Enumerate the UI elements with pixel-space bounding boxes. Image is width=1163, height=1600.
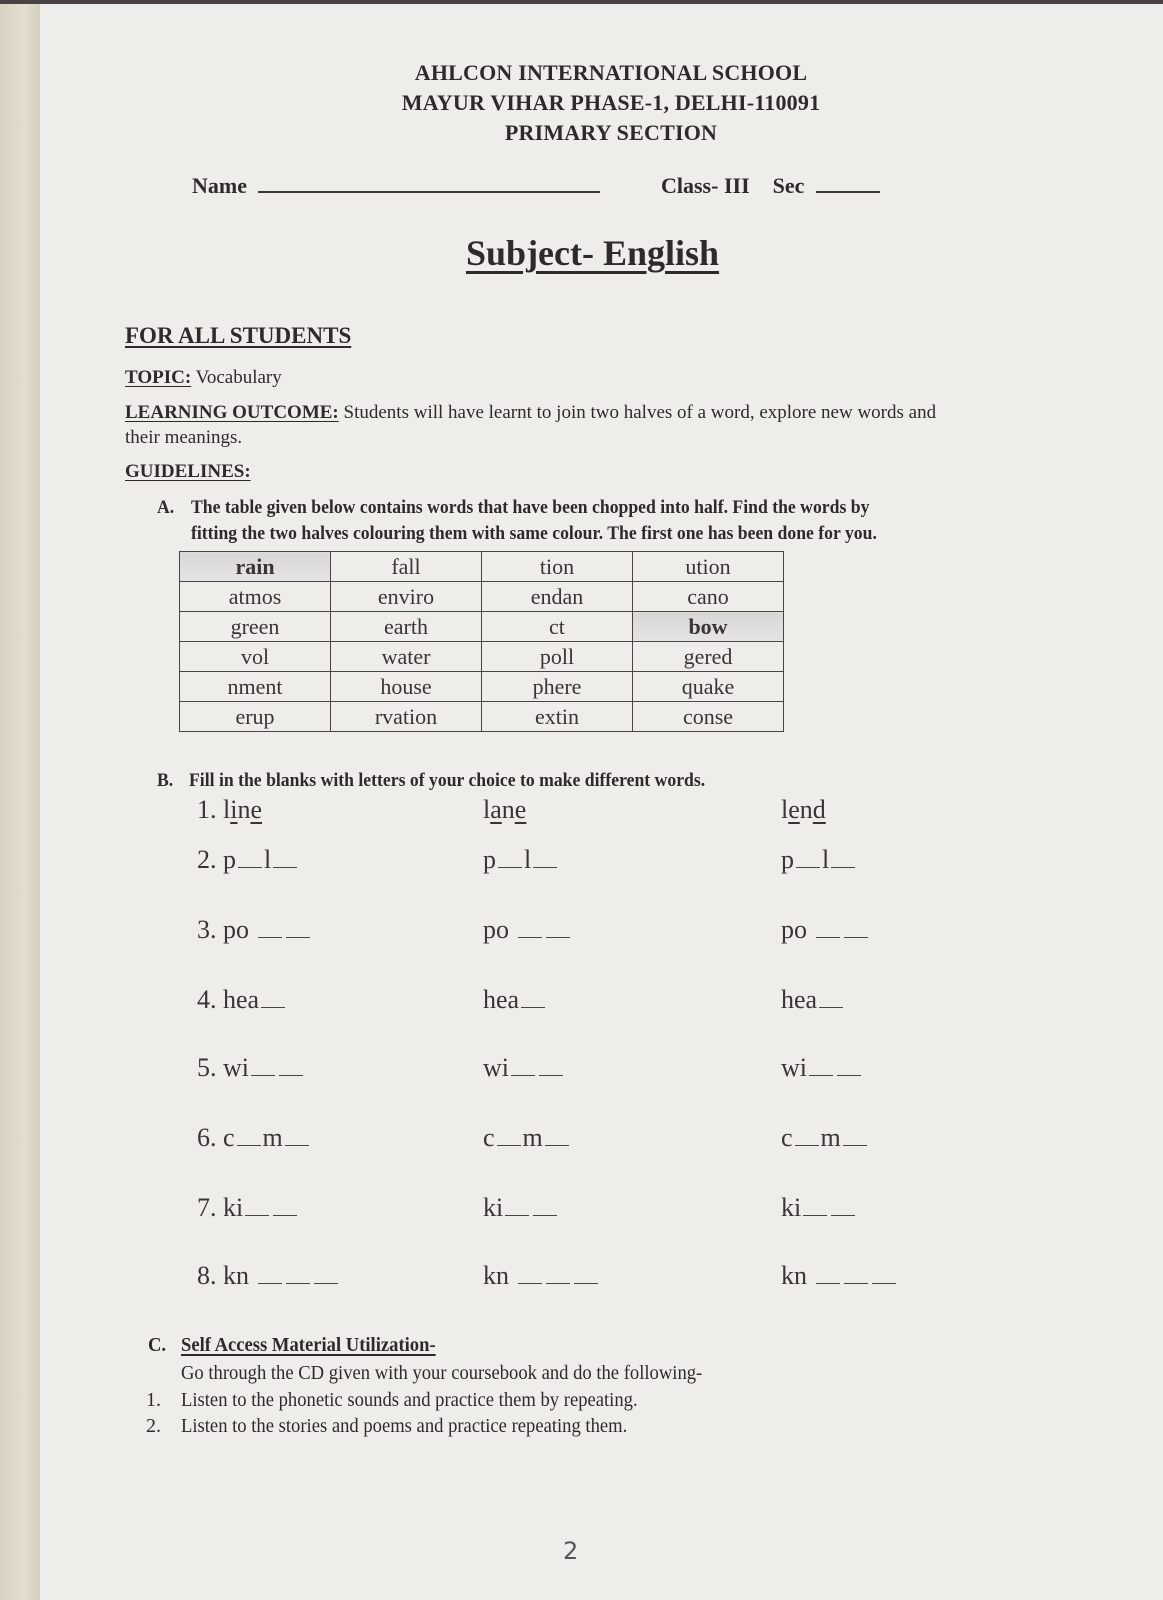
letter: n bbox=[501, 795, 515, 824]
item-number: 7. bbox=[197, 1193, 223, 1222]
section-c-marker: C. bbox=[148, 1334, 167, 1356]
subject-title: Subject- English bbox=[466, 233, 720, 273]
table-cell[interactable]: green bbox=[180, 612, 331, 642]
name-field[interactable] bbox=[258, 191, 600, 193]
item-number: 6. bbox=[197, 1123, 223, 1152]
blank-input[interactable] bbox=[539, 1074, 563, 1076]
word-stem: m bbox=[522, 1123, 543, 1152]
school-address: MAYUR VIHAR PHASE-1, DELHI-110091 bbox=[401, 90, 821, 115]
table-cell[interactable]: erup bbox=[180, 702, 331, 732]
blank-input[interactable] bbox=[314, 1282, 338, 1284]
word-stem: l bbox=[524, 845, 532, 874]
section-b-instruction: Fill in the blanks with letters of your choice to make different words. bbox=[189, 770, 706, 791]
fill-blank-word bbox=[197, 1123, 311, 1153]
class-info bbox=[661, 173, 880, 199]
item-number: 1. bbox=[197, 795, 223, 824]
school-section: PRIMARY SECTION bbox=[504, 120, 718, 145]
table-cell[interactable]: enviro bbox=[331, 582, 482, 612]
table-cell[interactable]: phere bbox=[482, 672, 633, 702]
letter: e bbox=[250, 795, 263, 824]
item-number: 4. bbox=[197, 985, 223, 1014]
fill-blank-word bbox=[781, 1123, 869, 1153]
topic-value: Vocabulary bbox=[191, 367, 282, 388]
guidelines-label: GUIDELINES: bbox=[125, 461, 251, 482]
word-stem: po bbox=[781, 915, 814, 944]
blank-input[interactable] bbox=[844, 1282, 868, 1284]
word-stem: m bbox=[820, 1123, 841, 1152]
word-stem: wi bbox=[781, 1053, 807, 1082]
word-stem: kn bbox=[483, 1261, 516, 1290]
blank-input[interactable] bbox=[574, 1282, 598, 1284]
letter: i bbox=[230, 795, 238, 824]
fill-blank-word bbox=[483, 1123, 571, 1153]
blank-input[interactable] bbox=[245, 1214, 269, 1216]
fill-blank-word bbox=[483, 1193, 559, 1223]
fill-blank-word bbox=[781, 915, 870, 945]
section-a-instruction-1: The table given below contains words that have been chopped into half. Find the words by bbox=[191, 497, 870, 518]
word-stem: c bbox=[223, 1123, 235, 1152]
table-cell[interactable]: nment bbox=[180, 672, 331, 702]
word-stem: ki bbox=[483, 1193, 504, 1222]
fill-blank-word bbox=[483, 1053, 565, 1083]
word-stem: ki bbox=[781, 1193, 802, 1222]
table-cell[interactable]: house bbox=[331, 672, 482, 702]
school-name: AHLCON INTERNATIONAL SCHOOL bbox=[414, 60, 808, 85]
student-info-row bbox=[192, 173, 600, 199]
word-stem: c bbox=[781, 1123, 793, 1152]
blank-input[interactable] bbox=[872, 1282, 896, 1284]
section-c-item-2-text: Listen to the stories and poems and practice repeating them. bbox=[181, 1415, 628, 1437]
fill-blank-word bbox=[483, 845, 559, 875]
blank-input[interactable] bbox=[819, 1006, 843, 1008]
word-stem: c bbox=[483, 1123, 495, 1152]
blank-input[interactable] bbox=[533, 866, 557, 868]
blank-input[interactable] bbox=[285, 1144, 309, 1146]
table-cell[interactable]: rain bbox=[180, 552, 331, 582]
page-number: 2 bbox=[563, 1537, 579, 1565]
blank-input[interactable] bbox=[843, 1144, 867, 1146]
blank-input[interactable] bbox=[518, 1282, 542, 1284]
blank-input[interactable] bbox=[518, 936, 542, 938]
table-cell[interactable]: quake bbox=[633, 672, 784, 702]
blank-input[interactable] bbox=[251, 1074, 275, 1076]
fill-blank-word bbox=[781, 845, 857, 875]
word-halves-table bbox=[179, 551, 784, 732]
sec-label: Sec bbox=[772, 173, 805, 198]
topic-line bbox=[125, 367, 282, 389]
table-row bbox=[180, 612, 784, 642]
table-cell[interactable]: cano bbox=[633, 582, 784, 612]
table-row bbox=[180, 702, 784, 732]
fill-blank-word bbox=[197, 845, 299, 875]
blank-input[interactable] bbox=[796, 866, 820, 868]
blank-input[interactable] bbox=[261, 1006, 285, 1008]
blank-input[interactable] bbox=[803, 1214, 827, 1216]
word-stem: p bbox=[483, 845, 496, 874]
word-stem: hea bbox=[223, 985, 260, 1014]
table-row bbox=[180, 552, 784, 582]
table-cell[interactable]: bow bbox=[633, 612, 784, 642]
section-c-intro: Go through the CD given with your coursebook and do the following- bbox=[181, 1362, 703, 1384]
letter: a bbox=[490, 795, 502, 824]
blank-input[interactable] bbox=[546, 936, 570, 938]
item-number: 8. bbox=[197, 1261, 223, 1290]
blank-input[interactable] bbox=[286, 936, 310, 938]
example-word bbox=[483, 795, 526, 825]
word-stem: hea bbox=[483, 985, 520, 1014]
blank-input[interactable] bbox=[273, 1214, 297, 1216]
letter: l bbox=[781, 795, 789, 824]
table-cell[interactable]: ution bbox=[633, 552, 784, 582]
fill-blank-word bbox=[781, 1193, 857, 1223]
blank-input[interactable] bbox=[545, 1144, 569, 1146]
fill-blank-word bbox=[197, 1261, 340, 1291]
blank-input[interactable] bbox=[286, 1282, 310, 1284]
blank-input[interactable] bbox=[809, 1074, 833, 1076]
table-cell[interactable]: conse bbox=[633, 702, 784, 732]
letter: e bbox=[788, 795, 800, 824]
fill-blank-word bbox=[483, 985, 547, 1015]
word-stem: wi bbox=[483, 1053, 509, 1082]
sec-field[interactable] bbox=[816, 191, 880, 193]
blank-input[interactable] bbox=[258, 936, 282, 938]
table-row bbox=[180, 672, 784, 702]
class-label: Class- III bbox=[661, 173, 750, 198]
blank-input[interactable] bbox=[511, 1074, 535, 1076]
blank-input[interactable] bbox=[831, 1214, 855, 1216]
outcome-line bbox=[125, 402, 936, 424]
blank-input[interactable] bbox=[831, 866, 855, 868]
blank-input[interactable] bbox=[238, 866, 262, 868]
outcome-label: LEARNING OUTCOME: bbox=[125, 402, 339, 423]
letter: l bbox=[483, 795, 491, 824]
word-stem: p bbox=[781, 845, 794, 874]
section-c-item-1-text: Listen to the phonetic sounds and practice them by repeating. bbox=[181, 1389, 638, 1411]
word-stem: hea bbox=[781, 985, 818, 1014]
blank-input[interactable] bbox=[546, 1282, 570, 1284]
table-cell[interactable]: extin bbox=[482, 702, 633, 732]
table-cell[interactable]: endan bbox=[482, 582, 633, 612]
item-number: 3. bbox=[197, 915, 223, 944]
blank-input[interactable] bbox=[837, 1074, 861, 1076]
table-cell[interactable]: earth bbox=[331, 612, 482, 642]
fill-blank-word bbox=[483, 1261, 600, 1291]
table-row bbox=[180, 582, 784, 612]
section-a-instruction-2: fitting the two halves colouring them with same colour. The first one has been done for you. bbox=[191, 523, 877, 544]
blank-input[interactable] bbox=[258, 1282, 282, 1284]
word-stem: ki bbox=[223, 1193, 244, 1222]
word-stem: kn bbox=[781, 1261, 814, 1290]
table-cell[interactable]: water bbox=[331, 642, 482, 672]
blank-input[interactable] bbox=[844, 936, 868, 938]
fill-blank-word bbox=[483, 915, 572, 945]
table-cell[interactable]: rvation bbox=[331, 702, 482, 732]
blank-input[interactable] bbox=[237, 1144, 261, 1146]
word-stem: po bbox=[483, 915, 516, 944]
table-cell[interactable]: atmos bbox=[180, 582, 331, 612]
table-cell[interactable]: ct bbox=[482, 612, 633, 642]
table-cell[interactable]: poll bbox=[482, 642, 633, 672]
blank-input[interactable] bbox=[498, 866, 522, 868]
item-number: 5. bbox=[197, 1053, 223, 1082]
word-stem: kn bbox=[223, 1261, 256, 1290]
table-cell[interactable]: fall bbox=[331, 552, 482, 582]
letter: l bbox=[223, 795, 231, 824]
fill-blank-word bbox=[197, 1053, 305, 1083]
letter: n bbox=[237, 795, 251, 824]
section-c-item-2-number: 2. bbox=[146, 1415, 161, 1437]
blank-input[interactable] bbox=[273, 866, 297, 868]
example-word bbox=[197, 795, 262, 825]
fill-blank-word bbox=[197, 985, 287, 1015]
blank-input[interactable] bbox=[497, 1144, 521, 1146]
word-stem: wi bbox=[223, 1053, 249, 1082]
example-word bbox=[781, 795, 826, 825]
fill-blank-word bbox=[781, 1053, 863, 1083]
word-stem: l bbox=[822, 845, 830, 874]
topic-label: TOPIC: bbox=[125, 367, 192, 388]
word-stem: l bbox=[264, 845, 272, 874]
blank-input[interactable] bbox=[533, 1214, 557, 1216]
word-stem: po bbox=[223, 915, 256, 944]
outcome-line-2: their meanings. bbox=[125, 427, 243, 448]
table-cell[interactable]: gered bbox=[633, 642, 784, 672]
section-c-title: Self Access Material Utilization- bbox=[181, 1334, 436, 1356]
table-cell[interactable]: tion bbox=[482, 552, 633, 582]
section-c-item-1-number: 1. bbox=[146, 1389, 161, 1411]
blank-input[interactable] bbox=[521, 1006, 545, 1008]
blank-input[interactable] bbox=[795, 1144, 819, 1146]
letter: n bbox=[799, 795, 813, 824]
fill-blank-word bbox=[781, 1261, 898, 1291]
section-b-marker: B. bbox=[157, 770, 174, 791]
fill-blank-word bbox=[781, 985, 845, 1015]
outcome-value: Students will have learnt to join two halves of a word, explore new words and bbox=[338, 402, 937, 423]
item-number: 2. bbox=[197, 845, 223, 874]
word-stem: p bbox=[223, 845, 236, 874]
scan-left-margin bbox=[0, 0, 40, 1600]
fill-blank-word bbox=[197, 915, 312, 945]
blank-input[interactable] bbox=[279, 1074, 303, 1076]
blank-input[interactable] bbox=[505, 1214, 529, 1216]
letter: d bbox=[812, 795, 826, 824]
name-label: Name bbox=[192, 173, 247, 198]
table-row bbox=[180, 642, 784, 672]
fill-blank-word bbox=[197, 1193, 299, 1223]
section-a-marker: A. bbox=[157, 497, 175, 518]
blank-input[interactable] bbox=[816, 936, 840, 938]
blank-input[interactable] bbox=[816, 1282, 840, 1284]
word-stem: m bbox=[262, 1123, 283, 1152]
audience-heading: FOR ALL STUDENTS bbox=[125, 323, 352, 348]
table-cell[interactable]: vol bbox=[180, 642, 331, 672]
letter: e bbox=[514, 795, 527, 824]
